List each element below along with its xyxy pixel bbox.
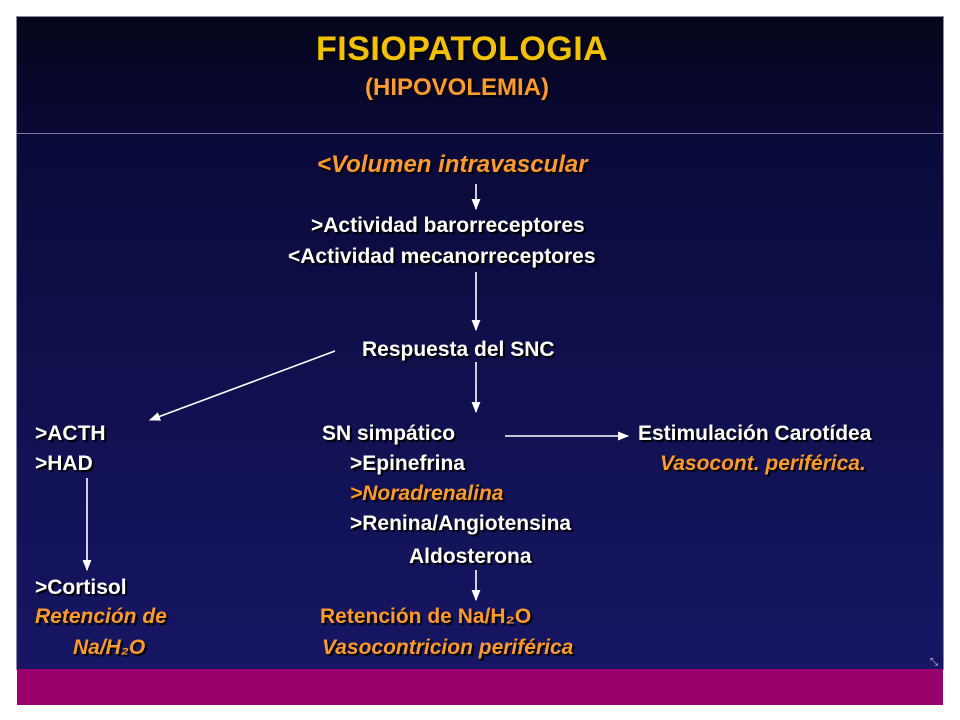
node-retencion-left-1: Retención de	[35, 605, 167, 628]
node-cortisol: >Cortisol	[35, 576, 127, 599]
node-mecanorreceptores: <Actividad mecanorreceptores	[288, 245, 596, 268]
node-had: >HAD	[35, 452, 93, 475]
node-barorreceptores: >Actividad barorreceptores	[311, 214, 585, 237]
node-retencion-left-2: Na/H₂O	[73, 636, 146, 659]
node-epinefrina: >Epinefrina	[350, 452, 465, 475]
node-carotidea: Estimulación Carotídea	[638, 422, 872, 445]
title-divider	[17, 133, 943, 134]
node-noradrenalina: >Noradrenalina	[350, 482, 504, 505]
node-volumen: <Volumen intravascular	[317, 151, 588, 178]
node-retencion-center-2: Vasocontricion periférica	[322, 636, 574, 659]
node-simpatico: SN simpático	[322, 422, 456, 445]
footer-band	[17, 669, 943, 705]
node-renina: >Renina/Angiotensina	[350, 512, 572, 535]
node-aldosterona: Aldosterona	[409, 545, 532, 568]
slide-title: FISIOPATOLOGIA	[316, 30, 609, 68]
resize-grip-icon: ⤡	[930, 657, 938, 668]
node-acth: >ACTH	[35, 422, 106, 445]
node-vasocont: Vasocont. periférica.	[660, 452, 866, 475]
node-snc: Respuesta del SNC	[362, 338, 555, 361]
node-retencion-center-1: Retención de Na/H₂O	[320, 605, 532, 628]
slide-subtitle: (HIPOVOLEMIA)	[365, 74, 549, 101]
